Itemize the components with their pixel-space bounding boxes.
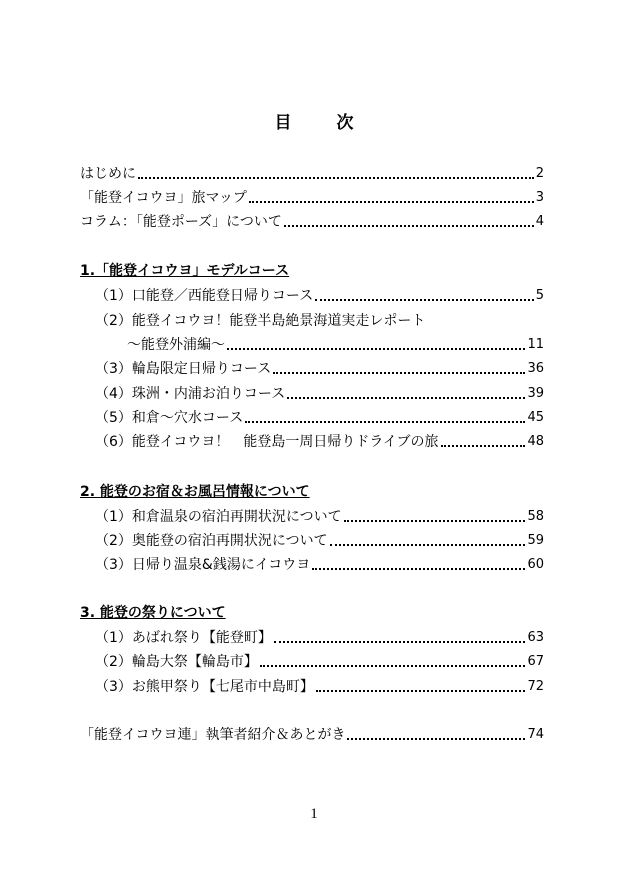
entry-label: （3）お熊甲祭り【七尾市中島町】 <box>95 679 314 695</box>
entry-page: 72 <box>527 679 544 694</box>
entry-label: （3）輪島限定日帰りコース <box>95 361 272 377</box>
entry-page: 2 <box>535 166 544 181</box>
entry-page: 5 <box>535 288 544 303</box>
dot-leader <box>273 372 525 374</box>
toc-entry[interactable] <box>80 163 544 185</box>
entry-label: （4）珠洲・内浦お泊りコース <box>95 386 286 402</box>
toc-entry[interactable] <box>80 627 544 649</box>
entry-label: （3）日帰り温泉&銭湯にイコウヨ <box>95 557 311 573</box>
toc-entry[interactable] <box>80 506 544 528</box>
toc-entry[interactable] <box>80 407 544 429</box>
entry-page: 63 <box>527 630 544 645</box>
toc-title: 目 次 <box>274 113 368 133</box>
dot-leader <box>344 520 526 522</box>
entry-page: 45 <box>527 410 544 425</box>
dot-leader <box>138 177 534 179</box>
toc-entry[interactable] <box>80 431 544 453</box>
entry-page: 67 <box>527 654 544 669</box>
entry-page: 59 <box>527 533 544 548</box>
toc-entry[interactable] <box>80 310 544 332</box>
entry-page: 74 <box>527 727 544 742</box>
toc-entry[interactable] <box>80 383 544 405</box>
toc-entry[interactable] <box>80 530 544 552</box>
entry-label: 「能登イコウヨ連」執筆者紹介＆あとがき <box>80 727 346 743</box>
dot-leader <box>441 445 526 447</box>
dot-leader <box>227 348 525 350</box>
entry-label: 「能登イコウヨ」旅マップ <box>80 190 247 206</box>
dot-leader <box>274 641 526 643</box>
entry-page: 60 <box>527 557 544 572</box>
section-heading: 2. 能登のお宿＆お風呂情報について <box>80 484 310 500</box>
entry-page: 4 <box>535 214 544 229</box>
section-heading: 1.「能登イコウヨ」モデルコース <box>80 263 290 279</box>
dot-leader <box>284 225 534 227</box>
section-heading: 3. 能登の祭りについて <box>80 605 226 621</box>
toc-entry[interactable] <box>80 651 544 673</box>
dot-leader <box>245 421 525 423</box>
entry-label: はじめに <box>80 166 136 182</box>
entry-label: （5）和倉～穴水コース <box>95 410 244 426</box>
toc-entry-continuation[interactable] <box>80 334 544 356</box>
entry-page: 39 <box>527 386 544 401</box>
dot-leader <box>249 201 534 203</box>
entry-label: ～能登外浦編～ <box>127 337 225 353</box>
toc-entry[interactable] <box>80 211 544 233</box>
dot-leader <box>260 665 526 667</box>
entry-page: 48 <box>527 434 544 449</box>
entry-page: 58 <box>527 509 544 524</box>
entry-label: （1）あばれ祭り【能登町】 <box>95 630 272 646</box>
dot-leader <box>347 738 525 740</box>
entry-label: （2）奥能登の宿泊再開状況について <box>95 533 328 549</box>
toc-entry[interactable] <box>80 724 544 746</box>
dot-leader <box>316 690 526 692</box>
entry-label: （2）能登イコウヨ！能登半島絶景海道実走レポート <box>95 313 426 329</box>
entry-label: （2）輪島大祭【輪島市】 <box>95 654 258 670</box>
entry-page: 36 <box>527 361 544 376</box>
page-number: 1 <box>310 806 318 822</box>
entry-label: （6）能登イコウヨ！ 能登島一周日帰りドライブの旅 <box>95 434 439 450</box>
dot-leader <box>330 544 526 546</box>
dot-leader <box>287 397 525 399</box>
toc-entry[interactable] <box>80 676 544 698</box>
entry-label: （1）和倉温泉の宿泊再開状況について <box>95 509 342 525</box>
entry-label: コラム：「能登ポーズ」について <box>80 214 282 230</box>
entry-label: （1）口能登／西能登日帰りコース <box>95 288 314 304</box>
entry-page: 3 <box>535 190 544 205</box>
toc-entry[interactable] <box>80 358 544 380</box>
dot-leader <box>315 299 534 301</box>
entry-page: 11 <box>527 337 544 352</box>
toc-entry[interactable] <box>80 554 544 576</box>
toc-entry[interactable] <box>80 285 544 307</box>
dot-leader <box>312 568 525 570</box>
toc-entry[interactable] <box>80 187 544 209</box>
